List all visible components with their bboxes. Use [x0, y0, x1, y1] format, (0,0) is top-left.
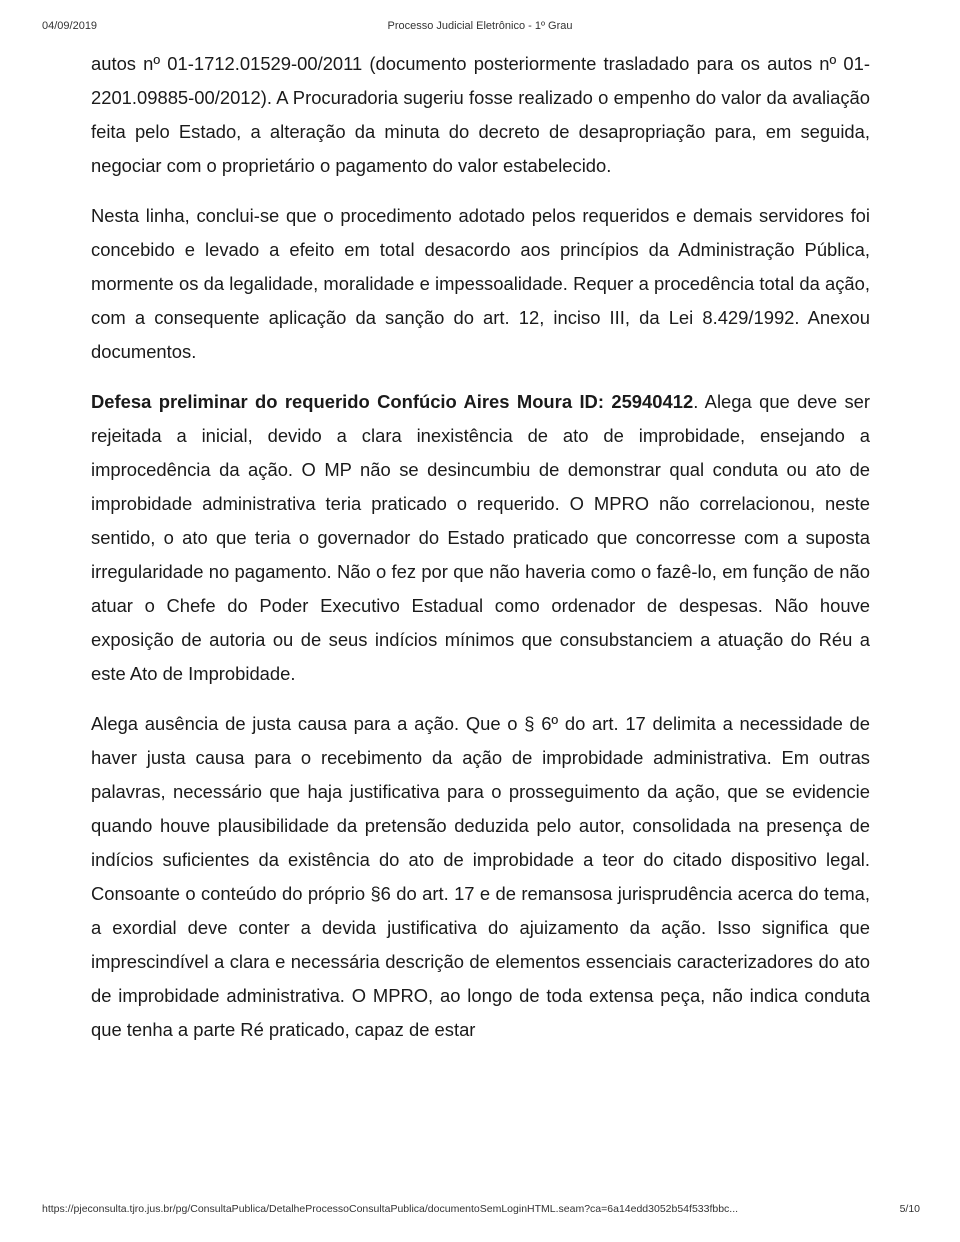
defense-heading: Defesa preliminar do requerido Confúcio Aires Moura ID: 25940412 — [91, 391, 694, 412]
source-url: https://pjeconsulta.tjro.jus.br/pg/ConsultaPublica/DetalheProcessoConsultaPublica/documentoSemLoginHTML.seam?ca=6a14edd3052b54f533fbbc... — [42, 1203, 739, 1215]
paragraph-text: Nesta linha, conclui-se que o procedimento adotado pelos requeridos e demais servidores foi concebido e levado a efeito em total desacordo aos princípios da Administração Pública, mormente os da legalidade, moralidade e impessoalidade. Requer a procedência total da ação, com a consequente aplicação da sanção do art. 12, inciso III, da Lei 8.429/1992. Anexou documentos. — [91, 205, 870, 362]
paragraph-text: Alega ausência de justa causa para a ação. Que o § 6º do art. 17 delimita a necessidade de haver justa causa para o recebimento da ação de improbidade administrativa. Em outras palavras, necessário que haja justificativa para o prosseguimento da ação, que se evidencie quando houve plausibilidade da pretensão deduzida pelo autor, consolidada na presença de indícios suficientes da existência do ato de improbidade a teor do citado dispositivo legal. Consoante o conteúdo do próprio §6 do art. 17 e de remansosa jurisprudência acerca do tema, a exordial deve conter a devida justificativa do ajuizamento da ação. Isso significa que imprescindível a clara e necessária descrição de elementos essenciais caracterizadores do ato de improbidade administrativa. O MPRO, ao longo de toda extensa peça, não indica conduta que tenha a parte Ré praticado, capaz de estar — [91, 713, 870, 1040]
print-header — [0, 20, 960, 36]
paragraph — [91, 385, 870, 691]
document-title: Processo Judicial Eletrônico - 1º Grau — [387, 20, 573, 32]
print-footer — [0, 1203, 960, 1219]
document-body — [91, 47, 870, 1047]
paragraph-text: autos nº 01-1712.01529-00/2011 (documento posteriormente trasladado para os autos nº 01-2201.09885-00/2012). A Procuradoria sugeriu fosse realizado o empenho do valor da avaliação feita pelo Estado, a alteração da minuta do decreto de desapropriação para, em seguida, negociar com o proprietário o pagamento do valor estabelecido. — [91, 53, 870, 176]
paragraph-text: . Alega que deve ser rejeitada a inicial, devido a clara inexistência de ato de improbidade, ensejando a improcedência da ação. O MP não se desincumbiu de demonstrar qual conduta ou ato de improbidade administrativa teria praticado o requerido. O MPRO não correlacionou, neste sentido, o ato que teria o governador do Estado praticado que concorresse com a suposta irregularidade no pagamento. Não o fez por que não haveria como o fazê-lo, em função de não atuar o Chefe do Poder Executivo Estadual como ordenador de despesas. Não houve exposição de autoria ou de seus indícios mínimos que consubstanciem a atuação do Réu a este Ato de Improbidade. — [91, 391, 871, 684]
print-date: 04/09/2019 — [42, 20, 98, 32]
paragraph — [91, 707, 870, 1047]
paragraph — [91, 47, 870, 183]
paragraph — [91, 199, 870, 369]
page-number: 5/10 — [899, 1203, 920, 1215]
